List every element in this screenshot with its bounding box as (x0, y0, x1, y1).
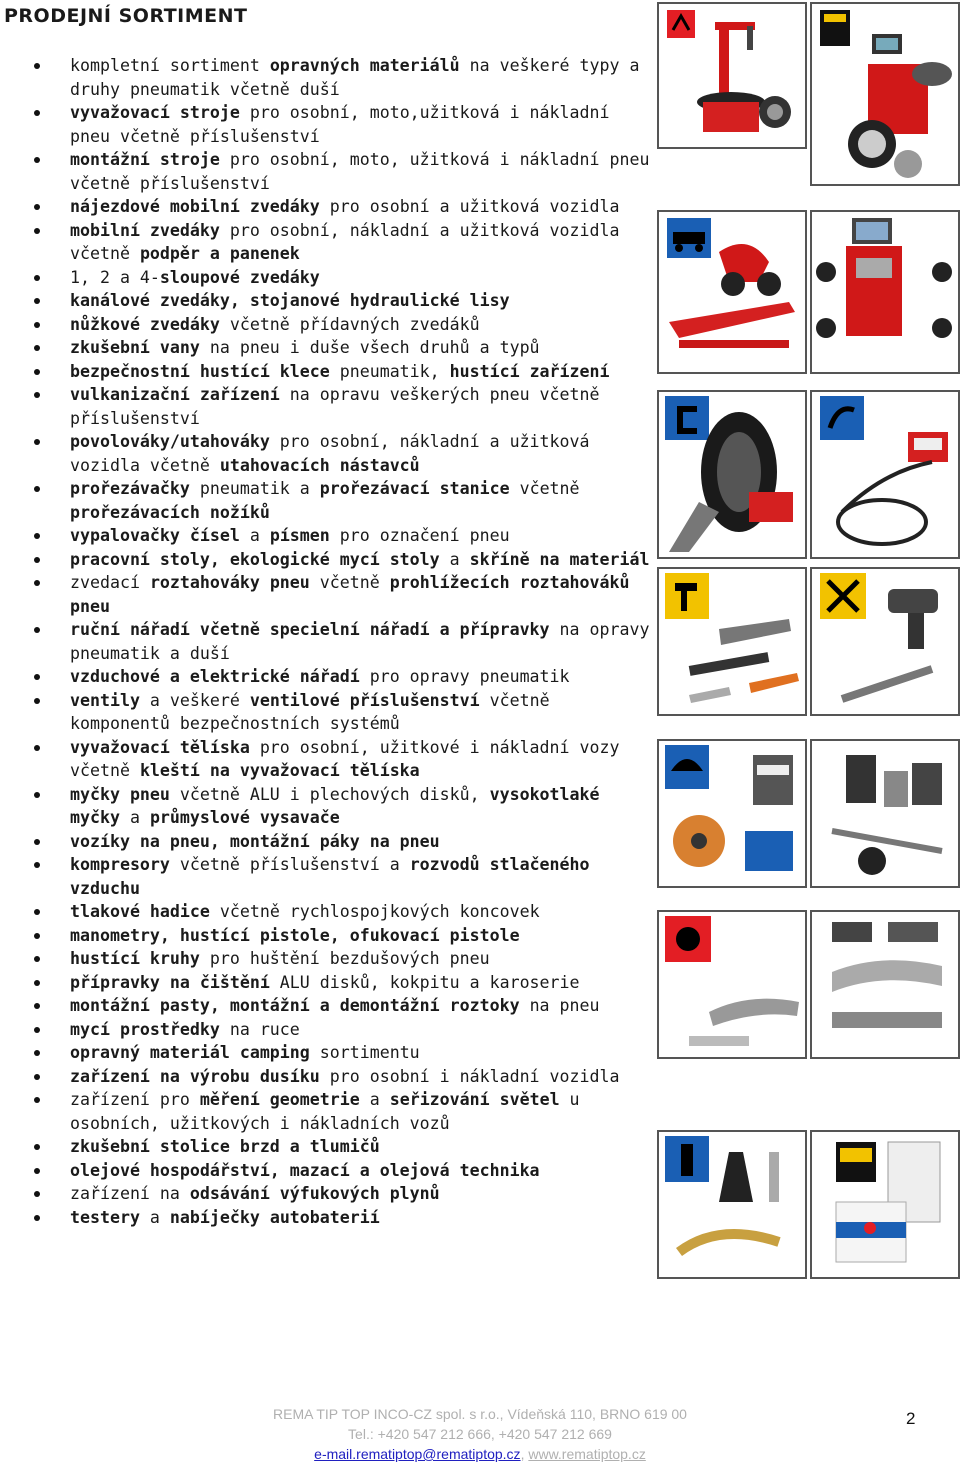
panel-hand-tools (657, 567, 807, 716)
list-item-text: pro osobní, nákladní a užitková vozidla včetně (70, 220, 620, 263)
list-item-bold-text: montážní pasty, montážní a demontážní roztoky (70, 996, 520, 1015)
panel-tire-machines (657, 2, 807, 149)
list-item-bold-text: prořezávacích nožíků (70, 502, 270, 522)
footer (0, 1404, 960, 1464)
list-item (30, 618, 656, 665)
list-item-text: kompletní sortiment (70, 56, 270, 75)
list-item-text: pro osobní, užitkové i nákladní vozy včetně (70, 737, 620, 780)
list-item (30, 1135, 656, 1159)
tire-patches-icon (812, 741, 958, 886)
list-item-bold-text: ventily (70, 690, 140, 710)
list-item (30, 900, 656, 924)
list-item-text: na pneu i duše všech druhů a typů (199, 338, 540, 357)
list-item-text: a (119, 808, 150, 827)
tire-changer-machine-icon (659, 4, 805, 147)
list-item (30, 924, 656, 948)
list-item-bold-text: zkušební vany (70, 338, 200, 357)
list-item-text: pro osobní, moto, užitková i nákladní pneu včetně příslušenství (70, 150, 650, 193)
list-item-bold-text: průmyslové vysavače (149, 808, 340, 827)
list-item (30, 289, 656, 313)
list-item-text: včetně příslušenství a (169, 855, 410, 874)
list-item-bold-text: odsávání výfukových plynů (189, 1184, 440, 1203)
footer-separator: , (520, 1446, 529, 1462)
list-item-text: 1, 2 a 4- (70, 267, 160, 287)
list-item-text: včetně ALU i plechových disků, (169, 784, 490, 804)
list-item (30, 994, 656, 1018)
list-item-text: pneumatik, (329, 361, 450, 381)
panel-lifts (657, 210, 807, 374)
product-list (30, 54, 656, 1229)
list-item-bold-text: ruční nářadí včetně specielní nářadí a přípravky (70, 620, 550, 639)
list-item-bold-text: testery (70, 1207, 140, 1227)
list-item (30, 430, 656, 477)
list-item-bold-text: nájezdové mobilní zvedáky (70, 197, 320, 216)
list-item-bold-text: přípravky na čištění (70, 972, 270, 992)
list-item-bold-text: pracovní stoly, ekologické mycí stoly (70, 549, 440, 569)
list-item-text: na opravy pneumatik a duší (70, 620, 650, 663)
list-item-text: pro opravy pneumatik (359, 667, 570, 686)
list-item-bold-text: mycí prostředky (70, 1019, 220, 1039)
vulcanizing-equipment-icon (659, 392, 805, 557)
list-item-text: včetně rychlospojkových koncovek (209, 902, 540, 921)
list-item-text: pro osobní i nákladní vozidla (319, 1066, 620, 1086)
list-item-bold-text: zařízení na výrobu dusíku (70, 1066, 320, 1086)
list-item (30, 195, 656, 219)
panel-valves (657, 1130, 807, 1279)
list-item-bold-text: opravný materiál camping (70, 1043, 310, 1062)
list-item (30, 1182, 656, 1206)
list-item (30, 266, 656, 290)
list-item (30, 1065, 656, 1089)
list-item-text: na opravu veškerých pneu včetně příslušenství (70, 385, 600, 428)
list-item-text: pro osobní, nákladní a užitková vozidla včetně (70, 432, 590, 475)
list-item-bold-text: ventilové příslušenství (249, 690, 480, 710)
panel-patches (810, 739, 960, 888)
list-item-bold-text: vypalovačky čísel (70, 526, 240, 545)
list-item-text: sortimentu (309, 1043, 420, 1062)
list-item-bold-text: nabíječky autobaterií (169, 1207, 380, 1227)
list-item (30, 971, 656, 995)
list-item-bold-text: vysokotlaké myčky (70, 784, 600, 827)
list-item-text: pro huštění bezdušových pneu (199, 949, 490, 968)
air-tools-icon (812, 569, 958, 714)
list-item (30, 1088, 656, 1135)
list-item-bold-text: vyvažovací tělíska (70, 737, 250, 757)
list-item-bold-text: skříně na materiál (469, 549, 650, 569)
list-item-text: u osobních, užitkových i nákladních vozů (70, 1090, 580, 1133)
list-item (30, 101, 656, 148)
list-item-bold-text: roztahováky pneu (149, 573, 310, 592)
list-item-text: pro osobní, moto,užitková i nákladní pneu včetně příslušenství (70, 103, 610, 146)
panel-geometry (810, 210, 960, 374)
list-item-bold-text: opravných materiálů (269, 56, 460, 75)
list-item-bold-text: bezpečnostní hustící klece (70, 361, 330, 381)
list-item-bold-text: prořezávačky (70, 479, 190, 498)
list-item-bold-text: vyvažovací stroje (70, 103, 240, 122)
list-item-text: včetně (509, 479, 580, 498)
list-item-text: na veškeré typy a druhy pneumatik včetně duší (70, 56, 640, 99)
list-item (30, 548, 656, 572)
list-item-bold-text: montážní stroje (70, 150, 220, 169)
panel-vulcanizing (657, 390, 807, 559)
list-item-bold-text: měření geometrie (199, 1090, 360, 1109)
list-item-bold-text: vzduchové a elektrické nářadí (70, 667, 360, 686)
list-item-text: zařízení na (70, 1184, 190, 1203)
list-item (30, 360, 656, 384)
list-item-bold-text: nůžkové zvedáky (70, 314, 220, 334)
list-item-text: ALU disků, kokpitu a karoserie (269, 972, 580, 992)
list-item-text: včetně (309, 573, 390, 592)
list-item (30, 1041, 656, 1065)
list-item (30, 853, 656, 900)
wheel-weights-icon (659, 912, 805, 1057)
panel-air-tools (810, 567, 960, 716)
footer-company: REMA TIP TOP INCO-CZ spol. s r.o., Vídeňská 110, BRNO 619 00 (273, 1406, 687, 1422)
list-item (30, 336, 656, 360)
list-item (30, 571, 656, 618)
page-number: 2 (906, 1409, 916, 1428)
list-item-bold-text: kleští na vyvažovací tělíska (139, 761, 420, 780)
list-item-bold-text: hustící kruhy (70, 949, 200, 968)
list-item-text: a veškeré (139, 690, 250, 710)
list-item (30, 313, 656, 337)
list-item-bold-text: mobilní zvedáky (70, 220, 220, 240)
list-item-bold-text: vozíky na pneu, montážní páky na pneu (70, 831, 440, 851)
list-item-bold-text: tlakové hadice (70, 902, 210, 921)
balancing-weights-icon (812, 912, 958, 1057)
list-item-text: včetně komponentů bezpečnostních systémů (70, 690, 550, 733)
list-item (30, 524, 656, 548)
list-item-bold-text: prořezávací stanice (319, 479, 510, 498)
list-item (30, 1206, 656, 1230)
panel-wheel-weights (657, 910, 807, 1059)
list-item (30, 830, 656, 854)
list-item-text: včetně přídavných zvedáků (219, 314, 480, 334)
list-item-bold-text: podpěr a panenek (139, 244, 300, 263)
footer-contact (0, 1444, 960, 1464)
list-item-text: pneumatik a (189, 479, 320, 498)
hand-tools-icon (659, 569, 805, 714)
panel-repair-materials (657, 739, 807, 888)
list-item-bold-text: kanálové zvedáky, stojanové hydraulické lisy (70, 291, 510, 310)
lift-equipment-icon (659, 212, 805, 372)
list-item-bold-text: sloupové zvedáky (159, 267, 320, 287)
list-item (30, 383, 656, 430)
panel-balancer (810, 2, 960, 186)
list-item-text: a (239, 526, 270, 545)
list-item (30, 665, 656, 689)
list-item-bold-text: vulkanizační zařízení (70, 385, 280, 404)
list-item-bold-text: zkušební stolice brzd a tlumičů (70, 1137, 380, 1156)
panel-cages (810, 390, 960, 559)
inflation-cage-icon (812, 392, 958, 557)
geometry-alignment-icon (812, 212, 958, 372)
list-item-text: a (439, 549, 470, 569)
list-item-bold-text: olejové hospodářství, mazací a olejová technika (70, 1160, 540, 1180)
list-item-bold-text: seřizování světel (389, 1090, 560, 1109)
list-item (30, 54, 656, 101)
tire-repair-materials-icon (659, 741, 805, 886)
list-item (30, 148, 656, 195)
list-item-bold-text: prohlížecích roztahováků pneu (70, 573, 630, 616)
list-item (30, 477, 656, 524)
list-item (30, 1159, 656, 1183)
panel-weights-2 (810, 910, 960, 1059)
valves-icon (659, 1132, 805, 1277)
email-link[interactable]: e-mail.rematiptop@rematiptop.cz (314, 1446, 521, 1462)
website-link[interactable]: www.rematiptop.cz (528, 1446, 646, 1462)
list-item-text: na ruce (219, 1019, 300, 1039)
list-item-bold-text: hustící zařízení (449, 361, 610, 381)
list-item (30, 783, 656, 830)
list-item (30, 736, 656, 783)
list-item (30, 1018, 656, 1042)
panel-chemicals (810, 1130, 960, 1279)
list-item (30, 947, 656, 971)
wheel-balancer-icon (812, 4, 958, 184)
list-item-text: pro označení pneu (329, 526, 510, 545)
list-item-bold-text: kompresory (70, 855, 170, 874)
list-item-text: a (359, 1090, 390, 1109)
list-item-text: pro osobní a užitková vozidla (319, 197, 620, 216)
list-item (30, 219, 656, 266)
list-item-bold-text: manometry, hustící pistole, ofukovací pistole (70, 925, 520, 945)
list-item-bold-text: myčky pneu (70, 784, 170, 804)
list-item-text: zařízení pro (70, 1090, 200, 1109)
list-item-text: na pneu (519, 996, 600, 1015)
page-title: PRODEJNÍ SORTIMENT (4, 5, 248, 27)
list-item-bold-text: rozvodů stlačeného vzduchu (70, 855, 590, 898)
list-item-bold-text: písmen (269, 526, 330, 545)
list-item (30, 689, 656, 736)
list-item-text: zvedací (70, 573, 150, 592)
list-item-text: a (139, 1207, 170, 1227)
chemicals-icon (812, 1132, 958, 1277)
footer-phone: Tel.: +420 547 212 666, +420 547 212 669 (348, 1426, 612, 1442)
list-item-bold-text: utahovacích nástavců (219, 455, 420, 475)
list-item-bold-text: povolováky/utahováky (70, 432, 270, 451)
